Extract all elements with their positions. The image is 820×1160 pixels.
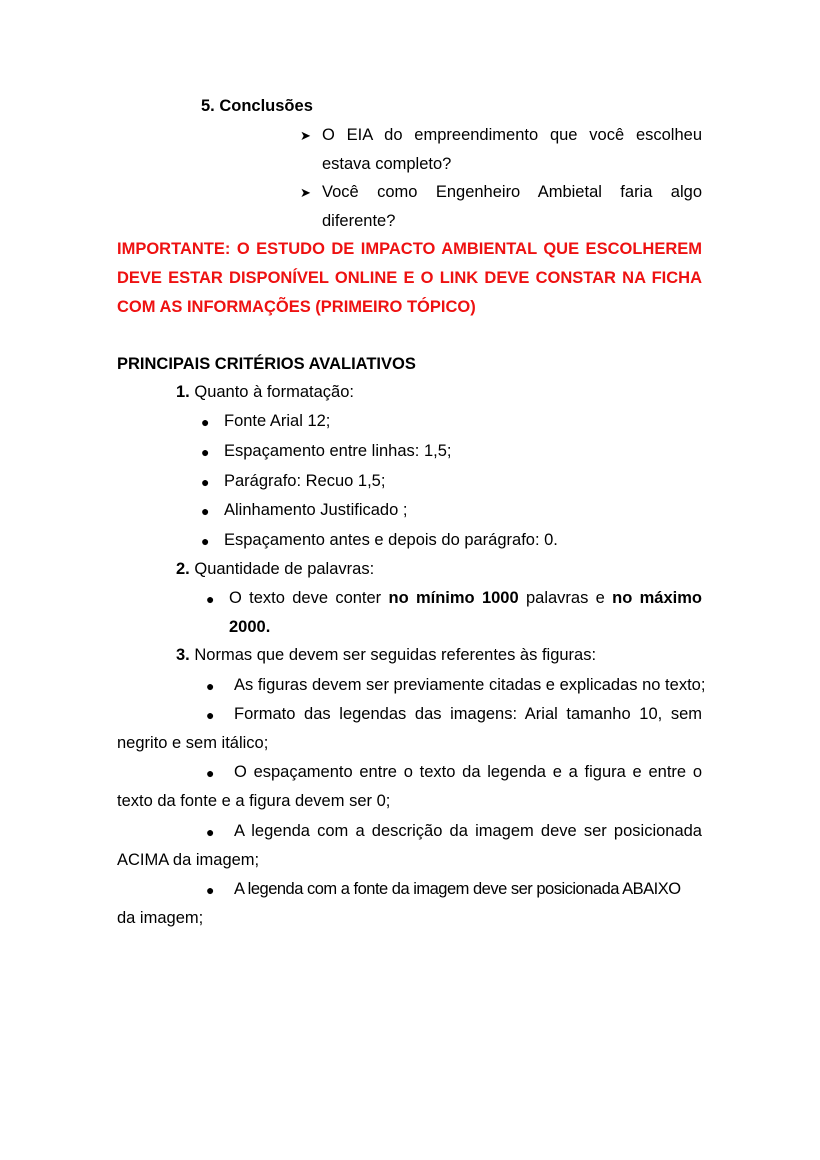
arrow-bullet-icon: ➤ [300, 185, 311, 200]
arrow-bullet-icon: ➤ [300, 128, 311, 143]
figure-rule-cont: ACIMA da imagem; [117, 851, 260, 869]
important-note-line: DEVE ESTAR DISPONÍVEL ONLINE E O LINK DEVE CONSTAR NA FICHA [117, 269, 702, 287]
bullet-icon: ● [206, 882, 215, 898]
format-item: Parágrafo: Recuo 1,5; [224, 472, 386, 490]
arrow-item-line: diferente? [322, 212, 396, 230]
word-count-rule: O texto deve conter no mínimo 1000 palavras e no máximo [229, 589, 702, 607]
figure-rule-cont: negrito e sem itálico; [117, 734, 269, 752]
figure-rule: O espaçamento entre o texto da legenda e a figura e entre o [234, 763, 702, 781]
criteria-title: PRINCIPAIS CRITÉRIOS AVALIATIVOS [117, 355, 416, 373]
arrow-item-line: O EIA do empreendimento que você escolheu [322, 126, 702, 144]
arrow-item-line: estava completo? [322, 155, 452, 173]
important-note-line: COM AS INFORMAÇÕES (PRIMEIRO TÓPICO) [117, 298, 476, 316]
format-item: Alinhamento Justificado ; [224, 501, 408, 519]
bullet-icon: ● [206, 591, 215, 607]
format-item: Espaçamento entre linhas: 1,5; [224, 442, 452, 460]
bullet-icon: ● [206, 678, 215, 694]
bullet-icon: ● [206, 765, 215, 781]
important-note-line: IMPORTANTE: O ESTUDO DE IMPACTO AMBIENTAL QUE ESCOLHEREM [117, 240, 702, 258]
bullet-icon: ● [201, 414, 210, 430]
bullet-icon: ● [201, 533, 210, 549]
format-item: Espaçamento antes e depois do parágrafo: 0. [224, 531, 558, 549]
criteria-section-3: 3. Normas que devem ser seguidas referentes às figuras: [176, 646, 597, 664]
bullet-icon: ● [201, 444, 210, 460]
figure-rule-cont: texto da fonte e a figura devem ser 0; [117, 792, 391, 810]
bullet-icon: ● [201, 503, 210, 519]
format-item: Fonte Arial 12; [224, 412, 331, 430]
word-count-max: 2000. [229, 618, 271, 636]
criteria-section-1: 1. Quanto à formatação: [176, 383, 354, 401]
figure-rule: A legenda com a fonte da imagem deve ser posicionada ABAIXO [234, 880, 681, 898]
arrow-item-line: Você como Engenheiro Ambietal faria algo [322, 183, 702, 201]
criteria-section-2: 2. Quantidade de palavras: [176, 560, 375, 578]
figure-rule: A legenda com a descrição da imagem deve ser posicionada [234, 822, 702, 840]
conclusions-heading: 5. Conclusões [201, 97, 313, 115]
bullet-icon: ● [201, 474, 210, 490]
bullet-icon: ● [206, 707, 215, 723]
figure-rule: Formato das legendas das imagens: Arial tamanho 10, sem [234, 705, 702, 723]
bullet-icon: ● [206, 824, 215, 840]
figure-rule: As figuras devem ser previamente citadas e explicadas no texto; [234, 676, 706, 694]
figure-rule-cont: da imagem; [117, 909, 204, 927]
